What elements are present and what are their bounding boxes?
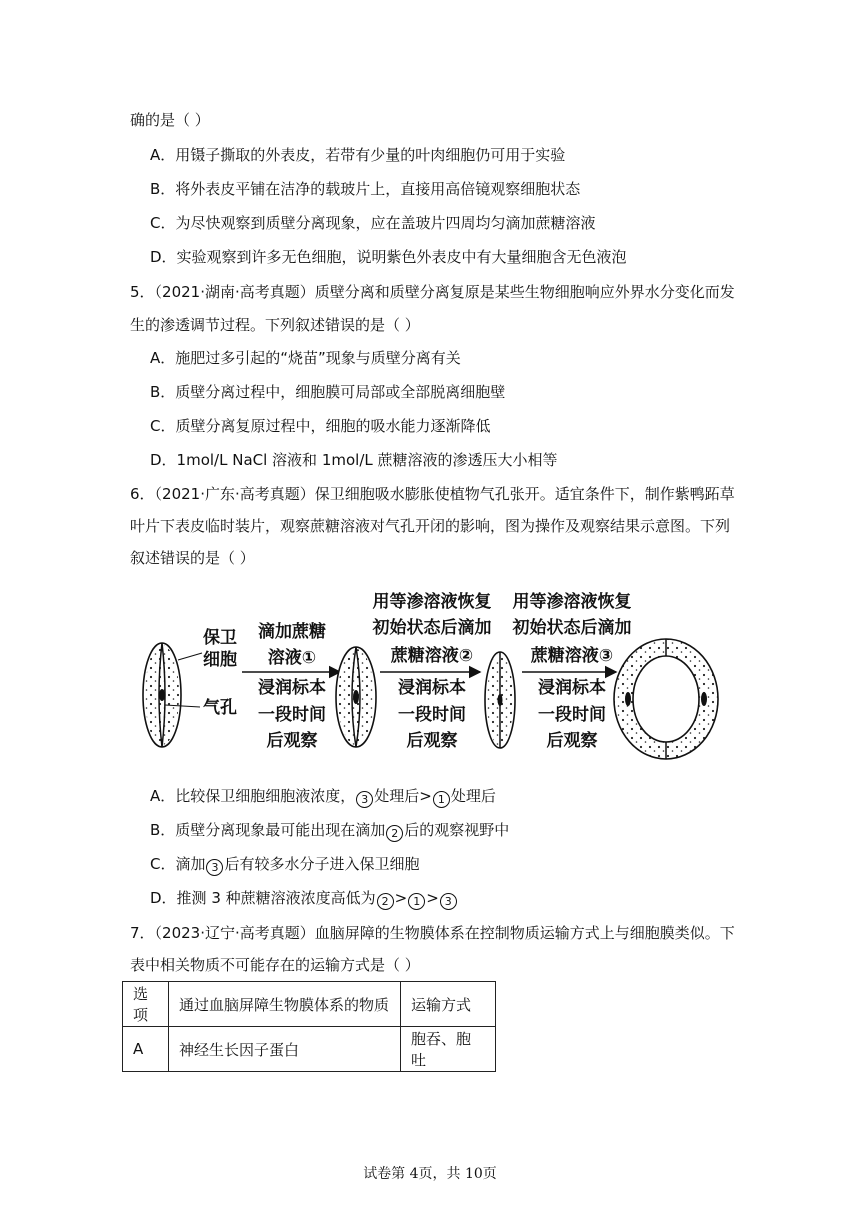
label-stoma: 气孔 — [203, 698, 237, 718]
q5-option-a: A．施肥过多引起的“烧苗”现象与质壁分离有关 — [150, 349, 461, 367]
step1-line2: 溶液① — [267, 648, 317, 668]
table-cell: 神经生长因子蛋白 — [169, 1027, 401, 1072]
q5-stem-line2: 生的渗透调节过程。下列叙述错误的是（ ） — [130, 316, 420, 334]
step1-line3: 浸润标本 — [258, 678, 326, 698]
q6-option-d-text1: D．推测 3 种蔗糖溶液浓度高低为 — [150, 889, 376, 907]
table-header-cell: 选项 — [123, 982, 169, 1027]
q5-option-c: C．质壁分离复原过程中，细胞的吸水能力逐渐降低 — [150, 417, 491, 435]
step3-line6: 后观察 — [546, 731, 598, 751]
q6-option-c — [150, 854, 420, 876]
table-header-row — [123, 982, 496, 1027]
label-guard-cell-2: 细胞 — [203, 650, 237, 670]
q6-option-b-text2: 后的观察视野中 — [404, 821, 510, 839]
q5-stem-line1: 5．（2021·湖南·高考真题）质壁分离和质壁分离复原是某些生物细胞响应外界水分变化而发 — [130, 283, 735, 301]
q4-option-c: C．为尽快观察到质壁分离现象，应在盖玻片四周均匀滴加蔗糖溶液 — [150, 214, 596, 232]
step1-line4: 一段时间 — [258, 705, 326, 725]
step3-line5: 一段时间 — [538, 705, 606, 725]
q6-option-c-text1: C．滴加 — [150, 855, 206, 873]
circled-3: 3 — [356, 791, 373, 808]
q4-tail: 确的是（ ） — [130, 111, 210, 129]
q7-stem-line2: 表中相关物质不可能存在的运输方式是（ ） — [130, 956, 420, 974]
q6-stem-line3: 叙述错误的是（ ） — [130, 549, 255, 567]
table-cell: A — [123, 1027, 169, 1072]
q6-option-a — [150, 786, 496, 808]
q6-option-c-text2: 后有较多水分子进入保卫细胞 — [224, 855, 420, 873]
table-header-cell: 通过血脑屏障生物膜体系的物质 — [169, 982, 401, 1027]
circled-3: 3 — [440, 893, 457, 910]
q4-option-b: B．将外表皮平铺在洁净的载玻片上，直接用高倍镜观察细胞状态 — [150, 180, 581, 198]
stomata-diagram — [140, 585, 660, 765]
step2-line5: 一段时间 — [398, 705, 466, 725]
q4-option-a: A．用镊子撕取的外表皮，若带有少量的叶肉细胞仍可用于实验 — [150, 146, 566, 164]
stoma-after-solution-2 — [485, 652, 515, 748]
q7-stem-line1: 7．（2023·辽宁·高考真题）血脑屏障的生物膜体系在控制物质运输方式上与细胞膜类似。下 — [130, 924, 735, 942]
stoma-initial — [143, 643, 181, 747]
q4-option-d: D．实验观察到许多无色细胞，说明紫色外表皮中有大量细胞含无色液泡 — [150, 248, 627, 266]
circled-1: 1 — [433, 791, 450, 808]
gt-sign: > — [394, 889, 408, 907]
q6-option-a-text2: 处理后> — [374, 787, 432, 805]
step3-line2: 初始状态后滴加 — [512, 618, 632, 638]
q6-option-b-text1: B．质壁分离现象最可能出现在滴加 — [150, 821, 386, 839]
gt-sign: > — [426, 889, 439, 907]
page-footer: 试卷第 4页，共 10页 — [363, 1166, 497, 1182]
guard-cell-pointer — [178, 653, 202, 660]
q7-table — [122, 981, 496, 1072]
stoma-after-solution-3 — [612, 637, 720, 761]
table-cell: 胞吞、胞吐 — [401, 1027, 496, 1072]
circled-1: 1 — [408, 893, 425, 910]
step2-line1: 用等渗溶液恢复 — [372, 592, 492, 612]
stoma-after-solution-1 — [336, 647, 376, 747]
table-row — [123, 1027, 496, 1072]
step1-line5: 后观察 — [266, 731, 318, 751]
step3-line1: 用等渗溶液恢复 — [512, 592, 632, 612]
step2-line2: 初始状态后滴加 — [372, 618, 492, 638]
circled-2: 2 — [377, 893, 394, 910]
q5-option-b: B．质壁分离过程中，细胞膜可局部或全部脱离细胞壁 — [150, 383, 506, 401]
circled-3: 3 — [206, 859, 223, 876]
q6-option-a-text3: 处理后 — [450, 787, 496, 805]
q6-option-a-text1: A．比较保卫细胞细胞液浓度， — [150, 787, 356, 805]
q5-option-d: D．1mol/L NaCl 溶液和 1mol/L 蔗糖溶液的渗透压大小相等 — [150, 451, 558, 469]
table-header-cell: 运输方式 — [401, 982, 496, 1027]
q6-option-d — [150, 888, 458, 910]
step1-line1: 滴加蔗糖 — [258, 622, 326, 642]
step3-line4: 浸润标本 — [538, 678, 606, 698]
q6-stem-line2: 叶片下表皮临时装片，观察蔗糖溶液对气孔开闭的影响，图为操作及观察结果示意图。下列 — [130, 517, 731, 535]
circled-2: 2 — [386, 825, 403, 842]
step3-line3: 蔗糖溶液③ — [530, 646, 614, 666]
label-guard-cell-1: 保卫 — [203, 628, 237, 648]
q6-option-b — [150, 820, 509, 842]
step2-line4: 浸润标本 — [398, 678, 466, 698]
step2-line6: 后观察 — [406, 731, 458, 751]
q6-stem-line1: 6．（2021·广东·高考真题）保卫细胞吸水膨胀使植物气孔张开。适宜条件下，制作紫鸭跖草 — [130, 485, 735, 503]
step2-line3: 蔗糖溶液② — [390, 646, 474, 666]
